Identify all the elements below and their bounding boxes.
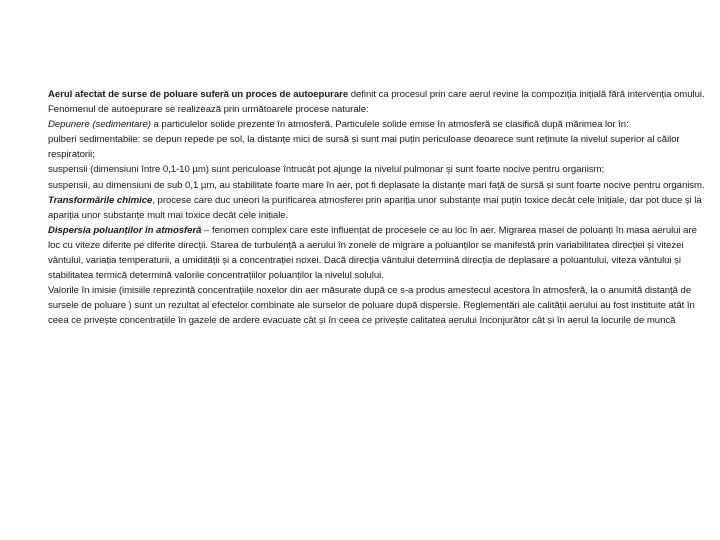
chemical-transformations-term: Transformările chimice <box>48 194 153 206</box>
sedimentation-text: a particulelor solide prezente în atmosferă. Particulele solide emise în atmosferă se clasifică după mărimea lor în: <box>150 119 629 131</box>
document-body <box>48 87 708 329</box>
paragraph-autoepurare <box>48 87 708 102</box>
chemical-transformations-text: , procese care duc uneori la purificarea atmosferei prin apariția unor substanțe mai puțin toxice decât cele inițiale, dar pot duce și la apariția unor substanțe mult mai toxice decât cele inițiale. <box>48 194 702 221</box>
autoepurare-heading-text: Aerul afectat de surse de poluare suferă un proces de autoepurare <box>48 89 349 100</box>
paragraph-suspensions-1: suspensii (dimensiuni între 0,1-10 µm) sunt periculoase întrucât pot ajunge la nivelul pulmonar și sunt foarte nocive pentru organism; <box>48 164 605 176</box>
paragraph-dispersion <box>48 223 708 283</box>
paragraph-suspensions-2: suspensii, au dimensiuni de sub 0,1 µm, au stabilitate foarte mare în aer, pot fi deplasate la distanțe mari față de sursă și sunt foarte nocive pentru organism. <box>48 179 705 191</box>
sedimentation-term: Depunere (sedimentare) <box>48 119 151 131</box>
paragraph-sedimentation <box>48 117 708 132</box>
paragraph-chemical-transformations <box>48 193 708 223</box>
dispersion-term: Dispersia poluanților în atmosferă <box>48 224 202 236</box>
paragraph-sedimentable-dust: pulberi sedimentabile: se depun repede pe sol, la distanțe mici de sursă și sunt mai puțin periculoase deoarece sunt reținute la nivelul superior al căilor respiratorii; <box>48 134 680 161</box>
paragraph-processes-intro: Fenomenul de autoepurare se realizează prin următoarele procese naturale: <box>48 104 369 116</box>
paragraph-immission-values: Valorile în imisie (imisiile reprezintă concentrațiile noxelor din aer măsurate după ce s-a produs amestecul acestora în atmosferă, la o anumită distanță de sursele de poluare ) sunt un rezultat al efectelor combinate ale surselor de poluare după dispersie. Reglementări ale calității aerului au fost instituite atât în ceea ce privește concentrațiile în gazele de ardere evacuate cât și în ceea ce privește calitatea aerului înconjurător cât și în aerul la locurile de muncă <box>48 285 695 327</box>
autoepurare-definition-text: definit ca procesul prin care aerul revine la compoziția inițială fără intervenția omului. <box>348 89 705 100</box>
dispersion-text: – fenomen complex care este influențat de procesele ce au loc în aer. Migrarea masei de poluanți în masa aerului are loc cu viteze diferite pe diferite direcții. Starea de turbulență a aerului în zonele de migrare a poluanților se manifestă prin variabilitatea direcției și vitezei vântului, variația temperaturii, a umidității și a concentrației noxei. Dacă direcția vântului determină direcția de deplasare a poluantului, viteza vântului și stabilitatea termică determină valorile concentrațiilor poluanților la nivelul solului. <box>48 224 697 282</box>
